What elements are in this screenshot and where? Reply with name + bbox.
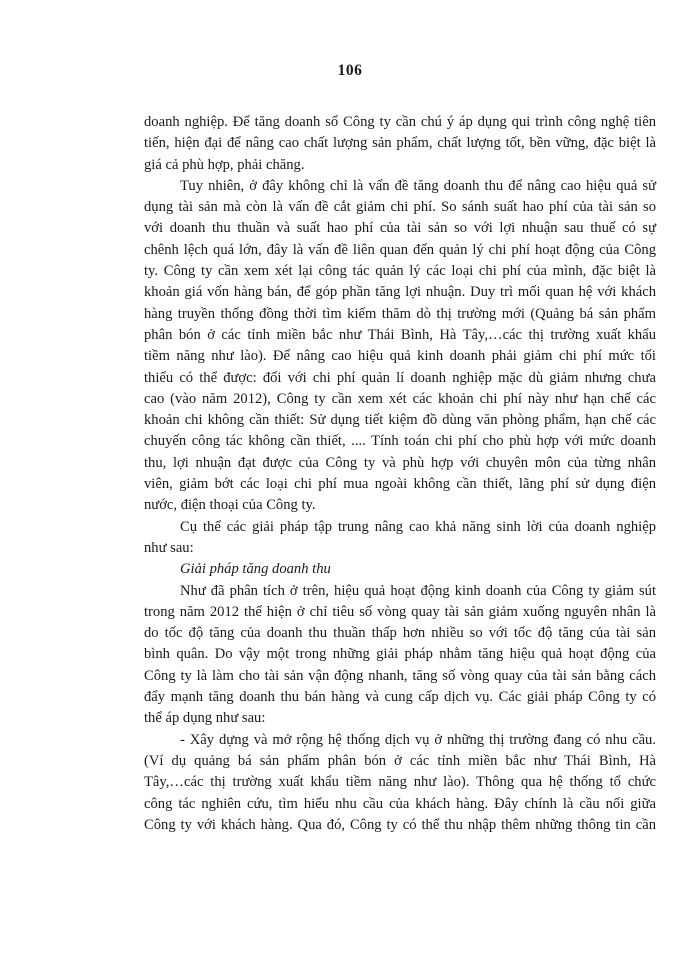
text-line: trong năm 2012 thể hiện ở chỉ tiêu số vòng quay tài sản giảm xuống nguyên nhân là [144,603,656,620]
text-line: giá cả phù hợp, phải chăng. [144,156,305,173]
text-line: nước, điện thoại của Công ty. [144,497,316,514]
text-line: thu, lợi nhuận đạt được của Công ty và phù hợp với chuyên môn của từng nhân [144,454,656,471]
text-line: Công ty với khách hàng. Qua đó, Công ty có thể thu nhập thêm những thông tin cần [144,816,656,833]
text-line: tiềm năng như lào). Để nâng cao hiệu quả kinh doanh phải giảm chi phí mức tối [144,348,656,365]
text-line: viên, giảm bớt các loại chi phí mua ngoài không cần thiết, lãng phí sử dụng điện [144,476,656,493]
text-line: Công ty là làm cho tài sản vận động nhanh, tăng số vòng quay của tài sản bằng cách [144,667,656,684]
text-line: tiến, hiện đại để nâng cao chất lượng sản phẩm, chất lượng tốt, bền vững, đặc biệt là [144,135,656,152]
text-line: với doanh thu thuần và suất hao phí của tài sản so với lợi nhuận sau thuế có sự [144,220,656,237]
text-line: (Ví dụ quảng bá sản phẩm phân bón ở các tỉnh miền bắc như Thái Bình, Hà [144,752,656,769]
text-line: thiểu có thể được: đối với chi phí quản lí doanh nghiệp mặc dù giảm nhưng chưa [144,369,656,386]
text-line: dụng tài sản mà còn là vấn đề cắt giảm chi phí. So sánh suất hao phí của tài sản so [144,199,656,216]
body-text [144,112,656,836]
text-line: Tuy nhiên, ở đây không chỉ là vấn đề tăng doanh thu để nâng cao hiệu quả sử [180,177,656,194]
text-line: hàng truyền thống đồng thời tìm kiếm thăm dò thị trường mới (Quảng bá sản phẩm [144,305,656,322]
text-line: phân bón ở các tỉnh miền bắc như Thái Bình, Hà Tây,…các thị trường xuất khẩu [144,326,656,343]
text-line: doanh nghiệp. Để tăng doanh số Công ty cần chú ý áp dụng qui trình công nghệ tiên [144,114,656,130]
section-heading: Giải pháp tăng doanh thu [180,561,331,578]
text-line: đẩy mạnh tăng doanh thu bán hàng và cung cấp dịch vụ. Các giải pháp Công ty có [144,689,656,706]
page-number: 106 [337,62,363,79]
text-line: chuyến công tác không cần thiết, .... Tính toán chi phí cho phù hợp với mức doanh [144,433,656,450]
text-line: Như đã phân tích ở trên, hiệu quả hoạt động kinh doanh của Công ty giảm sút [180,582,656,599]
text-line: ty. Công ty cần xem xét lại công tác quản lý các loại chi phí của mình, đặc biệt là [144,263,656,280]
text-line: khoản giá vốn hàng bán, để góp phần tăng lợi nhuận. Duy trì mối quan hệ với khách [144,284,656,301]
text-line: thể áp dụng như sau: [144,710,266,727]
text-line: chênh lệch quá lớn, đây là vấn đề liên quan đến quản lý chi phí hoạt động của Công [144,241,656,258]
text-line: Tây,…các thị trường xuất khẩu tiềm năng như lào). Thông qua hệ thống tổ chức [144,774,656,791]
text-line: - Xây dựng và mở rộng hệ thống dịch vụ ở những thị trường đang có nhu cầu. [180,731,656,748]
text-line: như sau: [144,539,194,556]
text-line: bình quân. Do vậy một trong những giải pháp nhằm tăng hiệu quả hoạt động của [144,646,656,663]
text-line: công tác nghiên cứu, tìm hiểu nhu cầu của khách hàng. Đây chính là cầu nối giữa [144,795,656,812]
text-line: do tốc độ tăng của doanh thu thuần thấp hơn nhiều so với tốc độ tăng của tài sản [144,625,656,642]
text-line: khoản chi không cần thiết: Sử dụng tiết kiệm đồ dùng văn phòng phẩm, hạn chế các [144,412,656,429]
text-line: Cụ thể các giải pháp tập trung nâng cao khả năng sinh lời của doanh nghiệp [180,518,656,535]
text-line: cao (vào năm 2012), Công ty cần xem xét các khoản chi phí này như hạn chế các [144,390,656,407]
